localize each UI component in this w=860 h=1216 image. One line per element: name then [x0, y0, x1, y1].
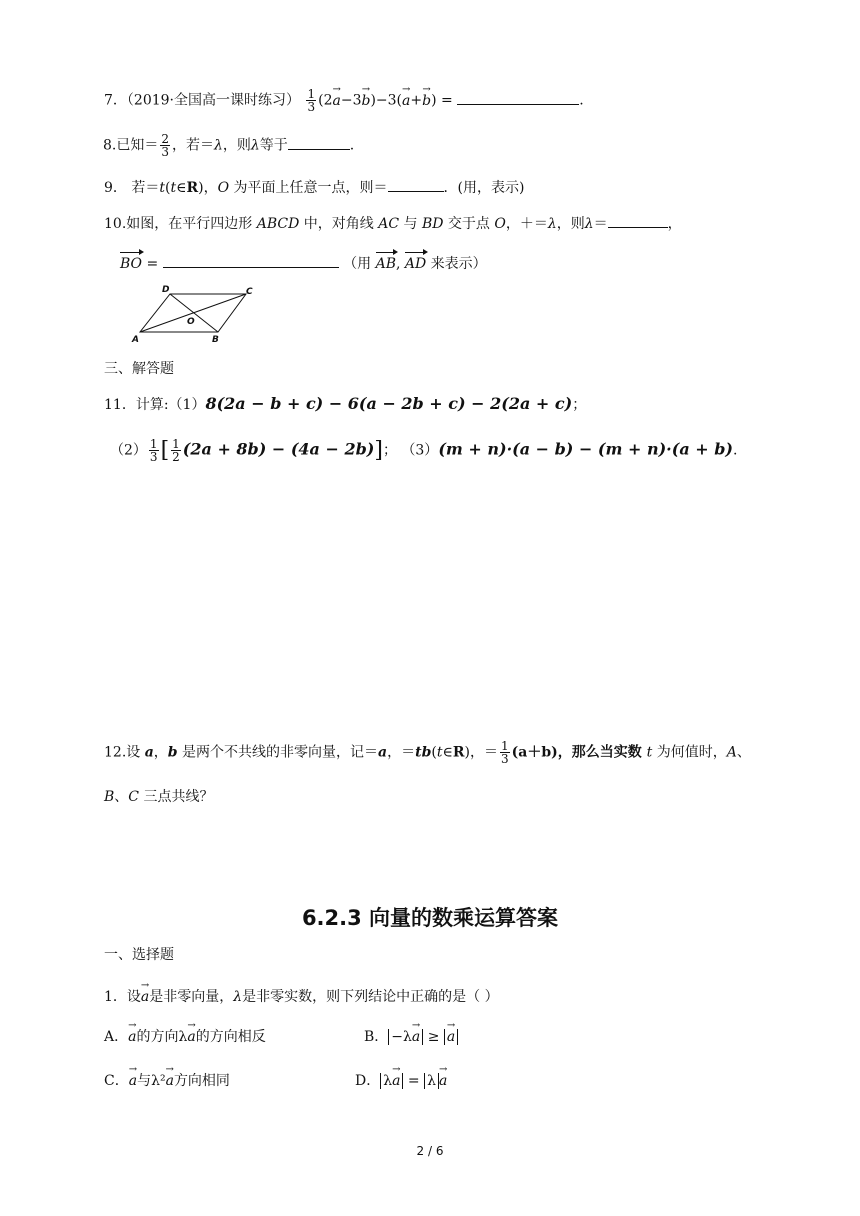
q7-source: （2019·全国高一课时练习）	[126, 92, 301, 109]
answer-heading: 6.2.3 向量的数乘运算答案	[301, 906, 559, 930]
q1-option-C[interactable]: C．→ a与λ²→ a方向相同	[104, 1070, 230, 1090]
q1-option-A[interactable]: A．→ a的方向λ→ a的方向相反	[104, 1026, 266, 1046]
question-9: 9． 若＝t(t∈R)，O 为平面上任意一点，则＝ ．(用，表示)	[104, 177, 524, 197]
vector-AD: AD	[404, 256, 427, 272]
q10-lambda-blank[interactable]	[608, 213, 668, 228]
question-10: 10.如图，在平行四边形 ABCD 中，对角线 AC 与 BD 交于点 O，＋＝λ，则λ＝ ，	[104, 213, 682, 233]
question-8: 8.已知＝ $\frac{2}{3}$ ，若＝λ，则λ等于 .	[103, 132, 355, 159]
q7-answer-blank[interactable]	[457, 90, 579, 105]
question-11: 11．计算:（1）8(2a − b + c) − 6(a − 2b + c) − 2(2a + c)；	[104, 394, 587, 413]
q10-BO-blank[interactable]	[163, 253, 339, 268]
vector-BO: BO	[120, 256, 143, 272]
question-7: 7．（2019·全国高一课时练习） $\frac{1}{3}$ (2→ a−3→ b)−3(→ a+→ b) = .	[104, 88, 584, 113]
parallelogram-figure	[126, 284, 266, 346]
q12-fraction: $\frac{1}{3}$	[500, 739, 509, 766]
question-12: 12.设 a，b 是两个不共线的非零向量，记＝a，＝tb(t∈R)，＝ $\frac{1}{3}$ (a＋b)，那么当实数 t 为何值时，A、	[104, 739, 751, 766]
q11-part2: (2a + 8b) − (4a − 2b)	[182, 439, 375, 459]
section-1-title: 一、选择题	[104, 947, 174, 963]
section-3-title: 三、解答题	[104, 361, 174, 377]
q11-part3: (m + n)·(a − b) − (m + n)·(a + b)	[438, 439, 733, 459]
page-number: 2 / 6	[416, 1144, 444, 1158]
question-11-line2: （2） $\frac{1}{3}$ [ $\frac{1}{2}$ (2a + 8b) − (4a − 2b)]； （3）(m + n)·(a − b) − (m + n)·(a + b).	[110, 437, 738, 464]
figure-label-D: D	[162, 285, 170, 295]
q9-answer-blank[interactable]	[388, 177, 444, 192]
q11-part1: 8(2a − b + c) − 6(a − 2b + c) − 2(2a + c)	[205, 394, 573, 413]
question-1: 1．设→ a是非零向量，λ是非零实数，则下列结论中正确的是（ ）	[104, 986, 499, 1006]
q7-number: 7．	[104, 92, 127, 109]
figure-label-B: B	[212, 335, 219, 345]
figure-label-C: C	[246, 287, 253, 297]
q1-option-D[interactable]: D． λ→ a = λ→ a	[355, 1070, 447, 1090]
q8-answer-blank[interactable]	[288, 135, 350, 150]
q1-option-B[interactable]: B． −λ→ a ≥ → a	[364, 1026, 458, 1046]
question-10-line2: BO = （用 AB, AD 来表示）	[120, 253, 487, 273]
question-12-line2: B、C 三点共线？	[104, 789, 214, 805]
figure-label-A: A	[132, 335, 139, 345]
q11-fraction-1-2: $\frac{1}{2}$	[172, 437, 180, 464]
q8-fraction: $\frac{2}{3}$	[161, 132, 169, 159]
figure-label-O: O	[187, 317, 195, 327]
vector-AB: AB	[375, 256, 396, 272]
q11-fraction-1-3: $\frac{1}{3}$	[149, 437, 158, 464]
q7-fraction: $\frac{1}{3}$	[307, 87, 316, 114]
